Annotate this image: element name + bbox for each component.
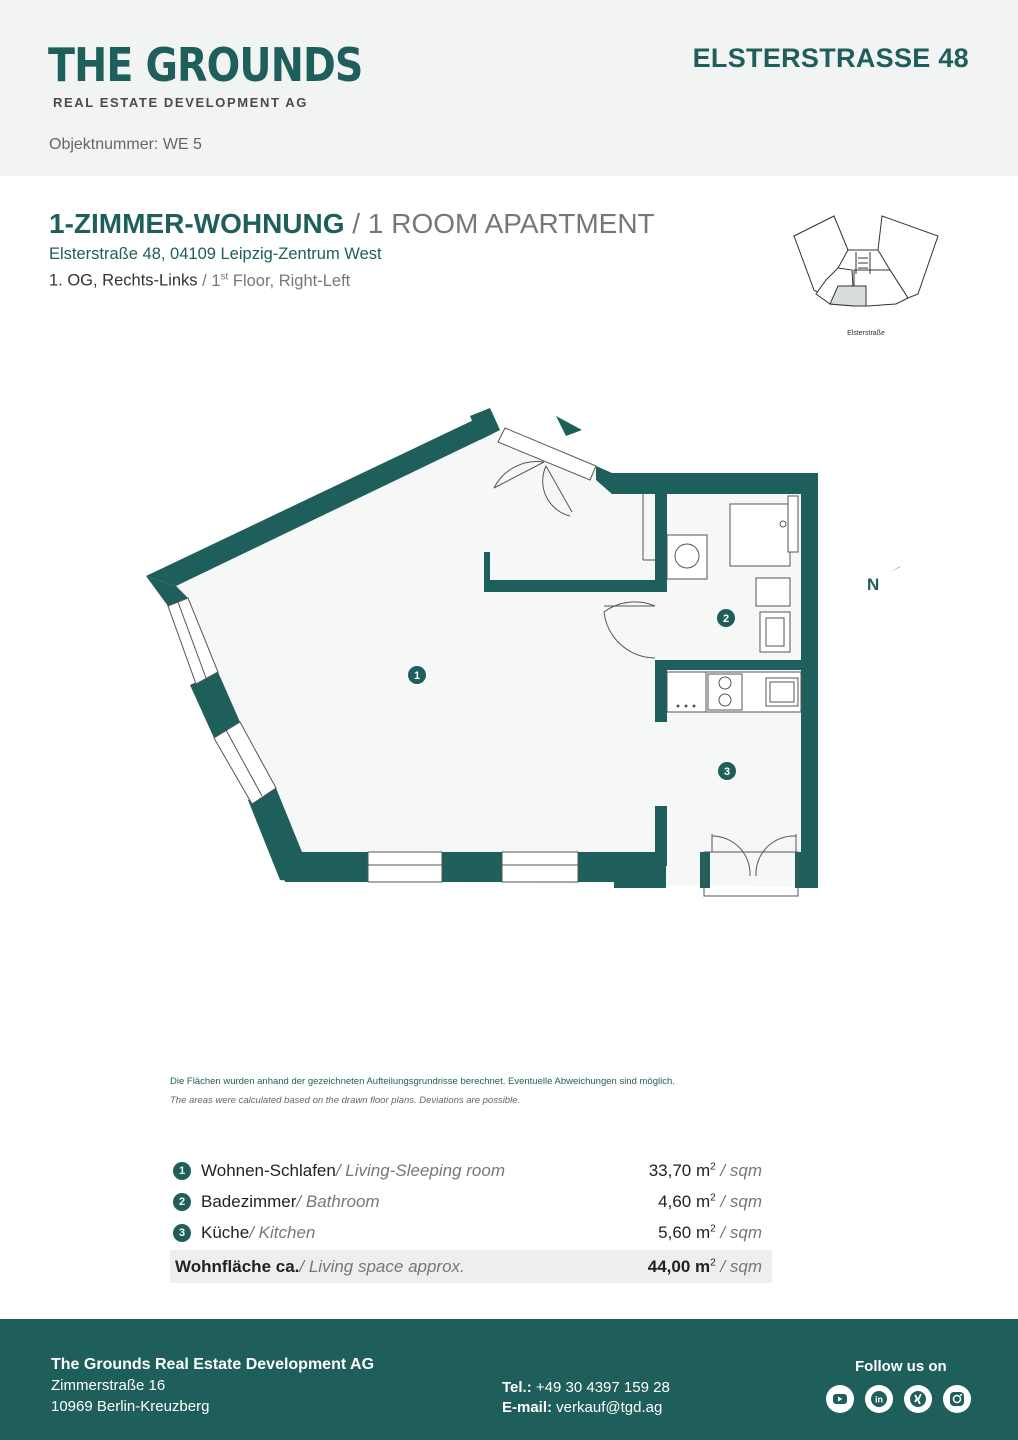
apartment-title-en: 1 ROOM APARTMENT bbox=[367, 208, 655, 239]
row-value: 33,70 m bbox=[648, 1160, 711, 1180]
area-row bbox=[170, 1186, 772, 1217]
footer-company: The Grounds Real Estate Development AG bbox=[51, 1356, 375, 1373]
total-value-sup: 2 bbox=[710, 1256, 716, 1268]
phone-label: Tel.: bbox=[502, 1379, 532, 1396]
room-marker-2-label: 2 bbox=[722, 613, 730, 625]
svg-text:in: in bbox=[875, 1394, 883, 1405]
area-table bbox=[170, 1155, 772, 1283]
area-note-de: Die Flächen wurden anhand der gezeichneten Aufteilungsgrundrisse berechnet. Eventuelle Abweichungen sind möglich. bbox=[170, 1076, 675, 1087]
footer-email[interactable] bbox=[502, 1399, 662, 1416]
area-row bbox=[170, 1217, 772, 1248]
xing-icon[interactable] bbox=[904, 1385, 932, 1413]
floor-de: 1. OG, Rechts-Links bbox=[49, 271, 198, 290]
row-value: 5,60 m bbox=[658, 1222, 711, 1242]
row-label-en: / Living-Sleeping room bbox=[335, 1160, 505, 1180]
email-value: verkauf@tgd.ag bbox=[552, 1399, 663, 1416]
room-marker-3-label: 3 bbox=[723, 766, 731, 778]
apartment-address: Elsterstraße 48, 04109 Leipzig-Zentrum West bbox=[49, 245, 382, 263]
floor-en-pre: / 1 bbox=[197, 271, 221, 290]
footer-street: Zimmerstraße 16 bbox=[51, 1377, 166, 1394]
row-label-de: Badezimmer bbox=[201, 1191, 297, 1211]
apartment-floor bbox=[49, 271, 350, 291]
company-logo-subtitle: REAL ESTATE DEVELOPMENT AG bbox=[53, 95, 308, 110]
follow-us-label: Follow us on bbox=[855, 1358, 947, 1375]
row-label-de: Wohnen-Schlafen bbox=[201, 1160, 336, 1180]
apartment-title bbox=[49, 208, 655, 240]
north-label: N bbox=[867, 575, 880, 594]
row-badge: 3 bbox=[173, 1224, 191, 1242]
row-badge: 2 bbox=[173, 1193, 191, 1211]
floor-en-sup: st bbox=[220, 271, 229, 282]
row-label-en: / Kitchen bbox=[249, 1222, 316, 1242]
email-label: E-mail: bbox=[502, 1399, 553, 1416]
row-value-sup: 2 bbox=[710, 1222, 716, 1234]
row-value: 4,60 m bbox=[658, 1191, 711, 1211]
apartment-title-de: 1-ZIMMER-WOHNUNG bbox=[49, 208, 345, 239]
footer-city: 10969 Berlin-Kreuzberg bbox=[51, 1398, 210, 1415]
street-title: ELSTERSTRASSE 48 bbox=[692, 43, 969, 73]
footer-phone[interactable] bbox=[502, 1379, 670, 1396]
floor-plan bbox=[130, 395, 900, 915]
area-row bbox=[170, 1155, 772, 1186]
keyplan-street-label: Elsterstraße bbox=[847, 330, 885, 337]
total-label-en: / Living space approx. bbox=[299, 1256, 465, 1276]
phone-value: +49 30 4397 159 28 bbox=[531, 1379, 670, 1396]
total-label-de: Wohnfläche ca. bbox=[175, 1256, 300, 1276]
area-note-en: The areas were calculated based on the drawn floor plans. Deviations are possible. bbox=[170, 1095, 521, 1106]
area-total-row bbox=[170, 1250, 772, 1283]
linkedin-icon[interactable] bbox=[865, 1385, 893, 1413]
north-arrow-icon bbox=[890, 552, 900, 572]
title-separator: / bbox=[344, 208, 368, 239]
floor-en-post: Floor, Right-Left bbox=[228, 271, 351, 290]
row-label-de: Küche bbox=[201, 1222, 250, 1242]
company-logo: THE GROUNDS bbox=[48, 38, 363, 92]
key-plan bbox=[786, 208, 946, 343]
row-value-sup: 2 bbox=[710, 1160, 716, 1172]
row-value-sup: 2 bbox=[710, 1191, 716, 1203]
row-badge: 1 bbox=[173, 1162, 191, 1180]
row-label-en: / Bathroom bbox=[296, 1191, 380, 1211]
instagram-icon[interactable] bbox=[943, 1385, 971, 1413]
total-unit: / sqm bbox=[715, 1256, 762, 1276]
row-unit: / sqm bbox=[715, 1191, 762, 1211]
room-marker-1-label: 1 bbox=[413, 670, 421, 682]
object-number: Objektnummer: WE 5 bbox=[49, 136, 202, 153]
row-unit: / sqm bbox=[715, 1160, 762, 1180]
youtube-icon[interactable] bbox=[826, 1385, 854, 1413]
row-unit: / sqm bbox=[715, 1222, 762, 1242]
total-value: 44,00 m bbox=[647, 1256, 711, 1276]
